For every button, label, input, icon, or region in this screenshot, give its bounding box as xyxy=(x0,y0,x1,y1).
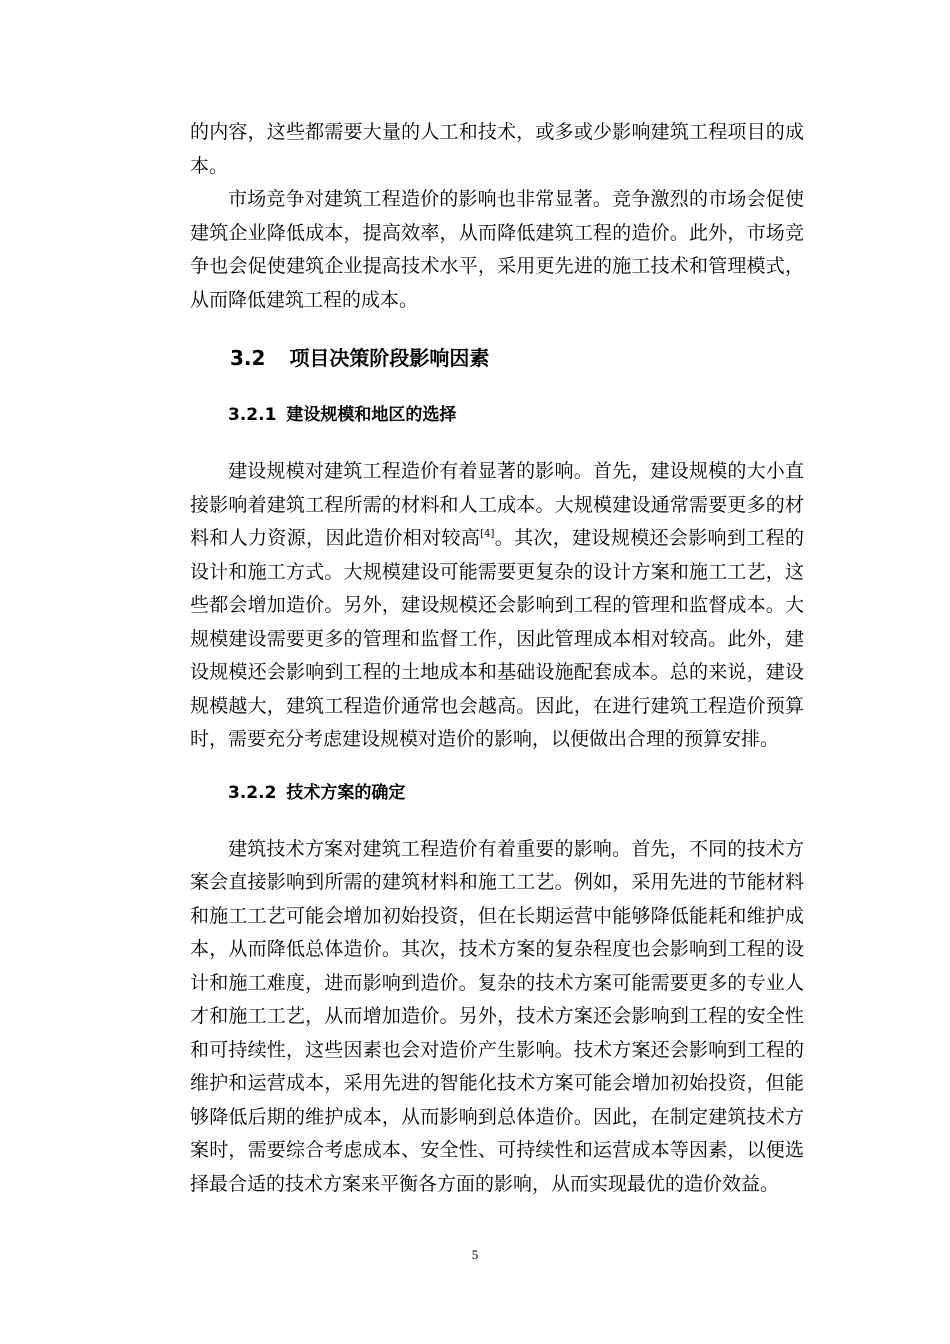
subsection-title-2: 技术方案的确定 xyxy=(286,782,406,803)
subsection-title-1: 建设规模和地区的选择 xyxy=(286,405,457,425)
paragraph-technical-scheme: 建筑技术方案对建筑工程造价有着重要的影响。首先，不同的技术方案会直接影响到所需的建筑材料和施工工艺。例如，采用先进的节能材料和施工工艺可能会增加初始投资，但在长期运营中能够降低能耗和维护成本，从而降低总体造价。其次，技术方案的复杂程度也会影响到工程的设计和施工难度，进而影响到造价。复杂的技术方案可能需要更多的专业人才和施工工艺，从而增加造价。另外，技术方案还会影响到工程的安全性和可持续性，这些因素也会对造价产生影响。技术方案还会影响到工程的维护和运营成本，采用先进的智能化技术方案可能会增加初始投资，但能够降低后期的维护成本，从而影响到总体造价。因此，在制定建筑技术方案时，需要综合考虑成本、安全性、可持续性和运营成本等因素，以便选择最合适的技术方案来平衡各方面的影响，从而实现最优的造价效益。 xyxy=(190,837,804,1195)
paragraph-construction-scale xyxy=(190,455,804,757)
section-title: 项目决策阶段影响因素 xyxy=(289,346,490,370)
citation-ref: [4] xyxy=(480,528,495,540)
section-heading xyxy=(190,343,804,373)
subsection-heading-1 xyxy=(190,401,804,429)
page-number: 5 xyxy=(471,1247,479,1262)
paragraph-continued: 的内容，这些都需要大量的人工和技术，或多或少影响建筑工程项目的成本。 xyxy=(190,121,804,177)
subsection-heading-2 xyxy=(190,779,804,807)
page-content xyxy=(190,116,804,1201)
subsection-number-2: 3.2.2 xyxy=(228,782,277,803)
subsection-number-1: 3.2.1 xyxy=(228,405,277,425)
paragraph-scale-part1: 建设规模对建筑工程造价有着显著的影响。首先，建设规模的大小直接影响着建筑工程所需的材料和人工成本。大规模建设通常需要更多的材料和人力资源，因此造价相对较高 xyxy=(190,460,804,549)
paragraph-scale-part2: 。其次，建设规模还会影响到工程的设计和施工方式。大规模建设可能需要更复杂的设计方案和施工工艺，这些都会增加造价。另外，建设规模还会影响到工程的管理和监督成本。大规模建设需要更多的管理和监督工作，因此管理成本相对较高。此外，建设规模还会影响到工程的土地成本和基础设施配套成本。总的来说，建设规模越大，建筑工程造价通常也会越高。因此，在进行建筑工程造价预算时，需要充分考虑建设规模对造价的影响，以便做出合理的预算安排。 xyxy=(190,527,804,750)
section-number: 3.2 xyxy=(230,346,266,370)
paragraph-market-competition: 市场竞争对建筑工程造价的影响也非常显著。竞争激烈的市场会促使建筑企业降低成本，提高效率，从而降低建筑工程的造价。此外，市场竞争也会促使建筑企业提高技术水平，采用更先进的施工技术和管理模式，从而降低建筑工程的成本。 xyxy=(190,188,804,311)
